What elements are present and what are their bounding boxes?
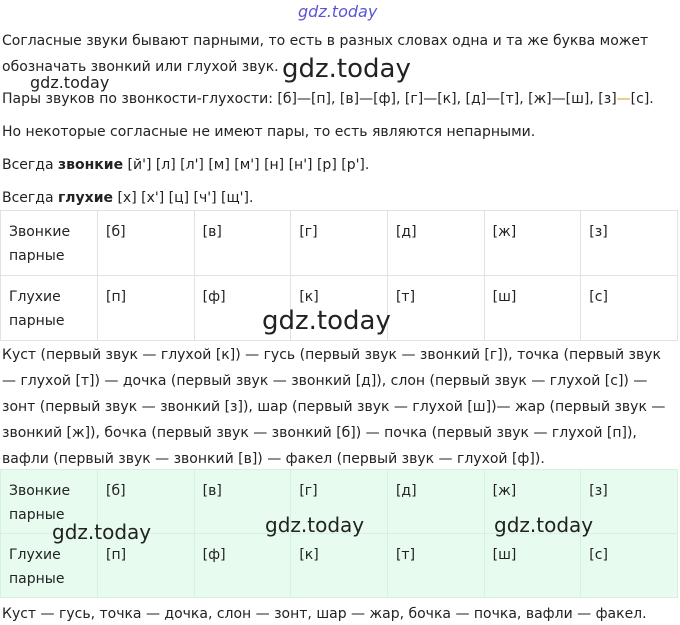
intro-line-2: обозначать звонкий или глухой звук. [2,59,279,75]
row-header: Звонкие парные [1,211,98,276]
voiced-bold: звонкие [57,157,124,173]
table-row [1,211,678,276]
answer-line: — глухой [т]) — дочка (первый звук — звонкий [д]), слон (первый звук — глухой [с]) — [2,373,648,389]
table-cell: [с] [581,276,678,341]
pairs-line [2,90,676,108]
watermark: gdz.today [298,2,378,21]
table-cell: [ж] [484,211,581,276]
answer-line: звонкий [ж]), бочка (первый звук — звонкий [б]) — почка (первый звук — глухой [п]), [2,425,637,441]
table-cell: [ф] [194,534,291,598]
pair-voiceless: [т] [500,91,520,107]
answer-line: Куст (первый звук — глухой [к]) — гусь (первый звук — звонкий [г]), точка (первый звук [2,347,661,363]
voiced-prefix: Всегда [2,157,58,173]
watermark: gdz.today [265,513,365,537]
watermark: gdz.today [282,54,411,84]
table-cell: [б] [98,470,195,534]
pair-voiced: [б] [277,91,297,107]
pair-dash: — [486,91,501,107]
table-cell: [д] [387,211,484,276]
watermark: gdz.today [30,73,110,92]
pairs-prefix: Пары звуков по звонкости-глухости: [2,91,278,107]
intro-line-1: Согласные звуки бывают парными, то есть в разных словах одна и та же буква может [2,33,649,49]
pair-dash: — [423,91,438,107]
always-voiceless-line [2,189,676,207]
answer-line: вафли (первый звук — звонкий [в]) — факел (первый звук — глухой [ф]). [2,451,545,467]
table-cell: [ж] [484,470,581,534]
pair-voiced: [г] [404,91,424,107]
pair-dash: — [296,91,311,107]
pair-voiceless: [ф] [373,91,397,107]
pair-voiced: [з] [598,91,617,107]
table-cell: [с] [581,534,678,598]
answer-line: зонт (первый звук — звонкий [з]), шар (первый звук — глухой [ш])— жар (первый звук — [2,399,666,415]
table-cell: [к] [291,534,388,598]
pair-dash: — [616,91,631,107]
table-cell: [т] [387,276,484,341]
unpaired-line: Но некоторые согласные не имеют пары, то есть являются непарными. [2,124,536,140]
voiceless-rest: [х] [х'] [ц] [ч'] [щ']. [113,190,254,206]
table-cell: [г] [291,470,388,534]
table-cell: [ш] [484,276,581,341]
pairs-list: [б]—[п], [в]—[ф], [г]—[к], [д]—[т], [ж]—[ш], [з]—[с]. [277,91,654,107]
table-cell: [б] [98,211,195,276]
pair-dash: — [551,91,566,107]
pair-voiced: [д] [465,91,487,107]
row-header: Глухие парные [1,276,98,341]
pair-voiceless: [к] [437,91,457,107]
table-cell: [г] [291,211,388,276]
table-cell: [к] [291,276,388,341]
final-line: Куст — гусь, точка — дочка, слон — зонт, шар — жар, бочка — почка, вафли — факел. [2,606,647,622]
always-voiced-line [2,156,676,174]
row-header: Звонкие парные [1,470,98,534]
table-cell: [п] [98,276,195,341]
voiceless-prefix: Всегда [2,190,58,206]
pair-voiced: [ж] [528,91,552,107]
table-cell: [т] [387,534,484,598]
pair-voiceless: [ш] [565,91,590,107]
row-header: Глухие парные [1,534,98,598]
watermark: gdz.today [52,520,152,544]
watermark: gdz.today [494,513,594,537]
pair-voiceless: [с] [630,91,650,107]
voiced-rest: [й'] [л] [л'] [м] [м'] [н] [н'] [р] [р']. [123,157,370,173]
watermark: gdz.today [262,306,391,336]
pair-voiceless: [п] [310,91,332,107]
table-cell: [п] [98,534,195,598]
table-cell: [в] [194,211,291,276]
pair-voiced: [в] [339,91,360,107]
table-cell: [д] [387,470,484,534]
table-cell: [з] [581,470,678,534]
answer-paragraph [2,342,678,472]
pair-dash: — [359,91,374,107]
table-cell: [ш] [484,534,581,598]
table-cell: [з] [581,211,678,276]
table-cell: [ф] [194,276,291,341]
table-cell: [в] [194,470,291,534]
voiceless-bold: глухие [57,190,114,206]
